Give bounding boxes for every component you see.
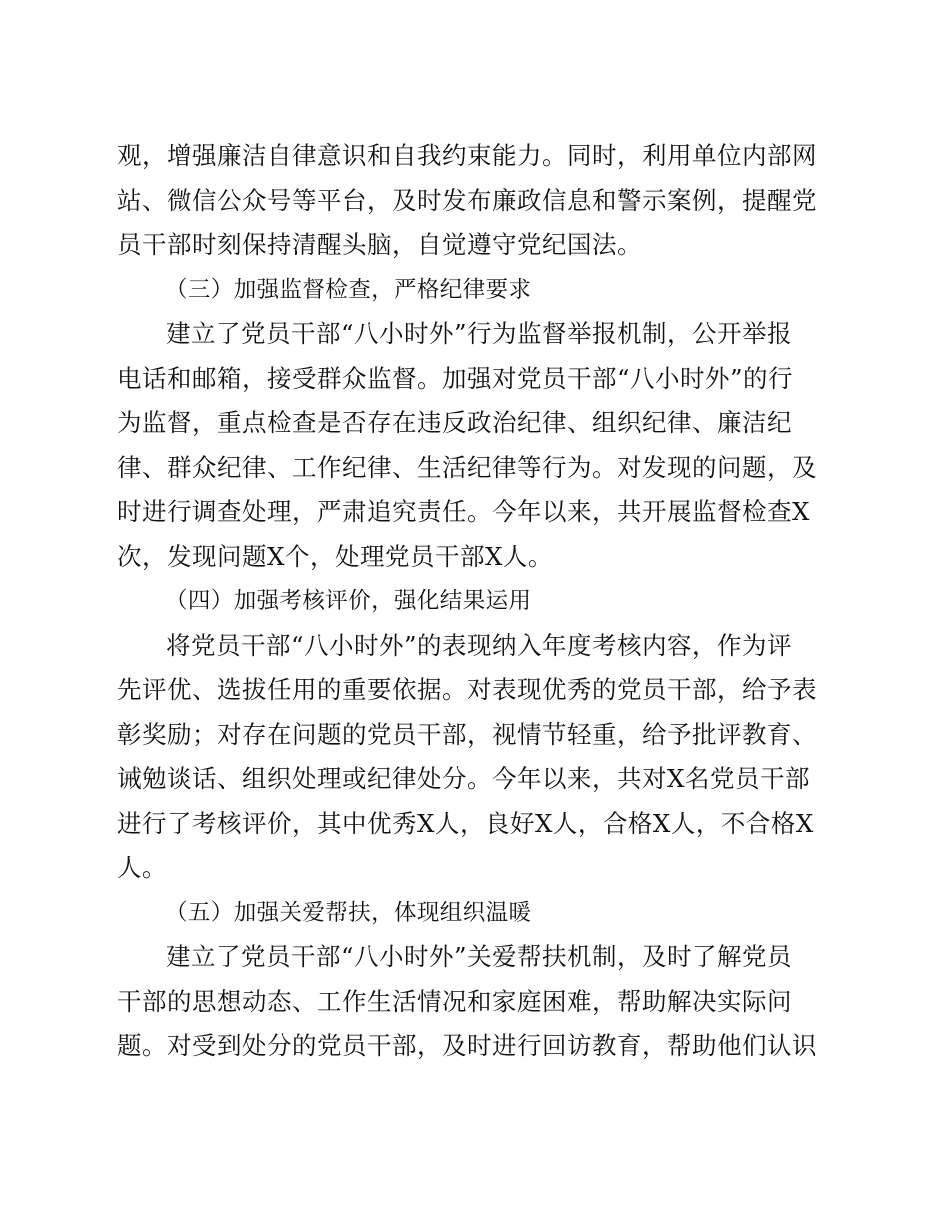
paragraph-line: 彰奖励；对存在问题的党员干部，视情节轻重，给予批评教育、 <box>117 720 817 749</box>
paragraph-line: 建立了党员干部“八小时外”关爱帮扶机制，及时了解党员 <box>166 942 793 971</box>
paragraph-line: 先评优、选拔任用的重要依据。对表现优秀的党员干部，给予表 <box>117 675 817 704</box>
paragraph-line: 观，增强廉洁自律意识和自我约束能力。同时，利用单位内部网 <box>117 141 817 170</box>
paragraph-line: 建立了党员干部“八小时外”行为监督举报机制，公开举报 <box>166 319 793 348</box>
section-heading-5: （五）加强关爱帮扶，体现组织温暖 <box>165 900 532 926</box>
paragraph-line: 干部的思想动态、工作生活情况和家庭困难，帮助解决实际问 <box>117 987 792 1016</box>
paragraph-line: 诫勉谈话、组织处理或纪律处分。今年以来，共对X名党员干部 <box>117 764 810 793</box>
paragraph-line: 人。 <box>117 853 167 882</box>
paragraph-line: 题。对受到处分的党员干部，及时进行回访教育，帮助他们认识 <box>117 1031 817 1060</box>
paragraph-line: 电话和邮箱，接受群众监督。加强对党员干部“八小时外”的行 <box>117 364 794 393</box>
paragraph-line: 站、微信公众号等平台，及时发布廉政信息和警示案例，提醒党 <box>117 186 817 215</box>
section-heading-3: （三）加强监督检查，严格纪律要求 <box>165 277 532 303</box>
section-heading-4: （四）加强考核评价，强化结果运用 <box>165 588 532 614</box>
paragraph-line: 进行了考核评价，其中优秀X人，良好X人，合格X人，不合格X <box>117 809 814 838</box>
paragraph-line: 次，发现问题X个，处理党员干部X人。 <box>117 542 553 571</box>
paragraph-line: 为监督，重点检查是否存在违反政治纪律、组织纪律、廉洁纪 <box>117 408 792 437</box>
paragraph-line: 律、群众纪律、工作纪律、生活纪律等行为。对发现的问题，及 <box>117 453 817 482</box>
paragraph-line: 时进行调查处理，严肃追究责任。今年以来，共开展监督检查X <box>117 497 810 526</box>
paragraph-line: 将党员干部“八小时外”的表现纳入年度考核内容，作为评 <box>166 631 793 660</box>
paragraph-line: 员干部时刻保持清醒头脑，自觉遵守党纪国法。 <box>117 230 642 259</box>
